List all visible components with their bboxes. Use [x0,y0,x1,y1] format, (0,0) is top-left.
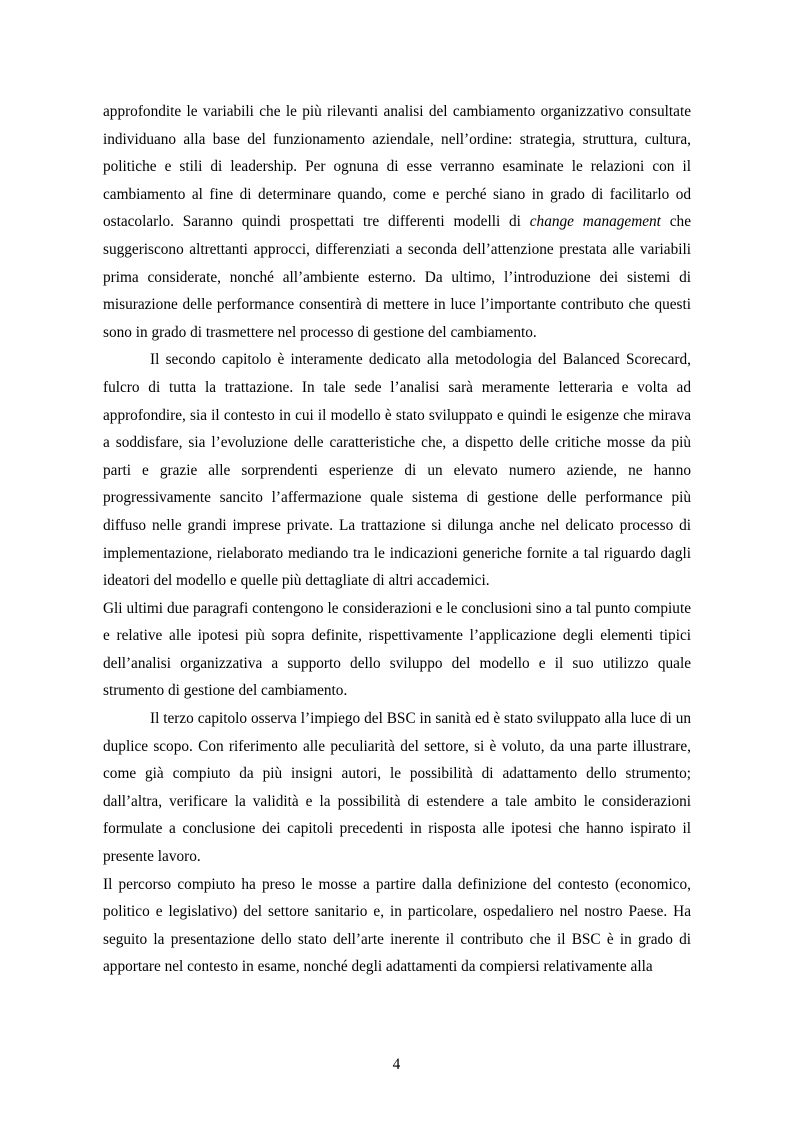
p1-text-b: che suggeriscono altrettanti approcci, differenziati a seconda dell’attenzione prestata alle variabili prima considerate, nonché all’ambiente esterno. Da ultimo, l’introduzione dei sistemi di misurazione delle performance consentirà di mettere in luce l’importante contributo che questi sono in grado di trasmettere nel processo di gestione del cambiamento. [103,213,691,341]
page-number: 4 [392,1056,401,1073]
paragraph-1 [103,98,691,346]
p5-text: Il percorso compiuto ha preso le mosse a partire dalla definizione del contesto (economico, politico e legislativo) del settore sanitario e, in particolare, ospedaliero nel nostro Paese. Ha seguito la presentazione dello stato dell’arte inerente il contributo che il BSC è in grado di apportare nel contesto in esame, nonché degli adattamenti da compiersi relativamente alla [103,875,691,976]
p1-text-a: approfondite le variabili che le più rilevanti analisi del cambiamento organizzativo consultate individuano alla base del funzionamento aziendale, nell’ordine: strategia, struttura, cultura, politiche e stili di leadership. Per ognuna di esse verranno esaminate le relazioni con il cambiamento al fine di determinare quando, come e perché siano in grado di facilitarlo od ostacolarlo. Saranno quindi prospettati tre differenti modelli di [103,103,691,231]
paragraph-2 [103,346,691,594]
paragraph-3 [103,595,691,705]
page-body [103,98,691,981]
p1-italic-change-management: change management [529,213,661,231]
p3-text: Gli ultimi due paragrafi contengono le considerazioni e le conclusioni sino a tal punto compiute e relative alle ipotesi più sopra definite, rispettivamente l’applicazione degli elementi tipici dell’analisi organizzativa a supporto dello sviluppo del modello e il suo utilizzo quale strumento di gestione del cambiamento. [103,599,691,700]
p4-text: Il terzo capitolo osserva l’impiego del BSC in sanità ed è stato sviluppato alla luce di un duplice scopo. Con riferimento alle peculiarità del settore, si è voluto, da una parte illustrare, come già compiuto da più insigni autori, le possibilità di adattamento dello strumento; dall’altra, verificare la validità e la possibilità di estendere a tale ambito le considerazioni formulate a conclusione dei capitoli precedenti in risposta alle ipotesi che hanno ispirato il presente lavoro. [103,710,691,866]
paragraph-5 [103,871,691,981]
p2-text: Il secondo capitolo è interamente dedicato alla metodologia del Balanced Scorecard, fulcro di tutta la trattazione. In tale sede l’analisi sarà meramente letteraria e volta ad approfondire, sia il contesto in cui il modello è stato sviluppato e quindi le esigenze che mirava a soddisfare, sia l’evoluzione delle caratteristiche che, a dispetto delle critiche mosse da più parti e grazie alle sorprendenti esperienze di un elevato numero aziende, ne hanno progressivamente sancito l’affermazione quale sistema di gestione delle performance più diffuso nelle grandi imprese private. La trattazione si dilunga anche nel delicato processo di implementazione, rielaborato mediando tra le indicazioni generiche fornite a tal riguardo dagli ideatori del modello e quelle più dettagliate di altri accademici. [103,351,691,590]
paragraph-4 [103,705,691,871]
